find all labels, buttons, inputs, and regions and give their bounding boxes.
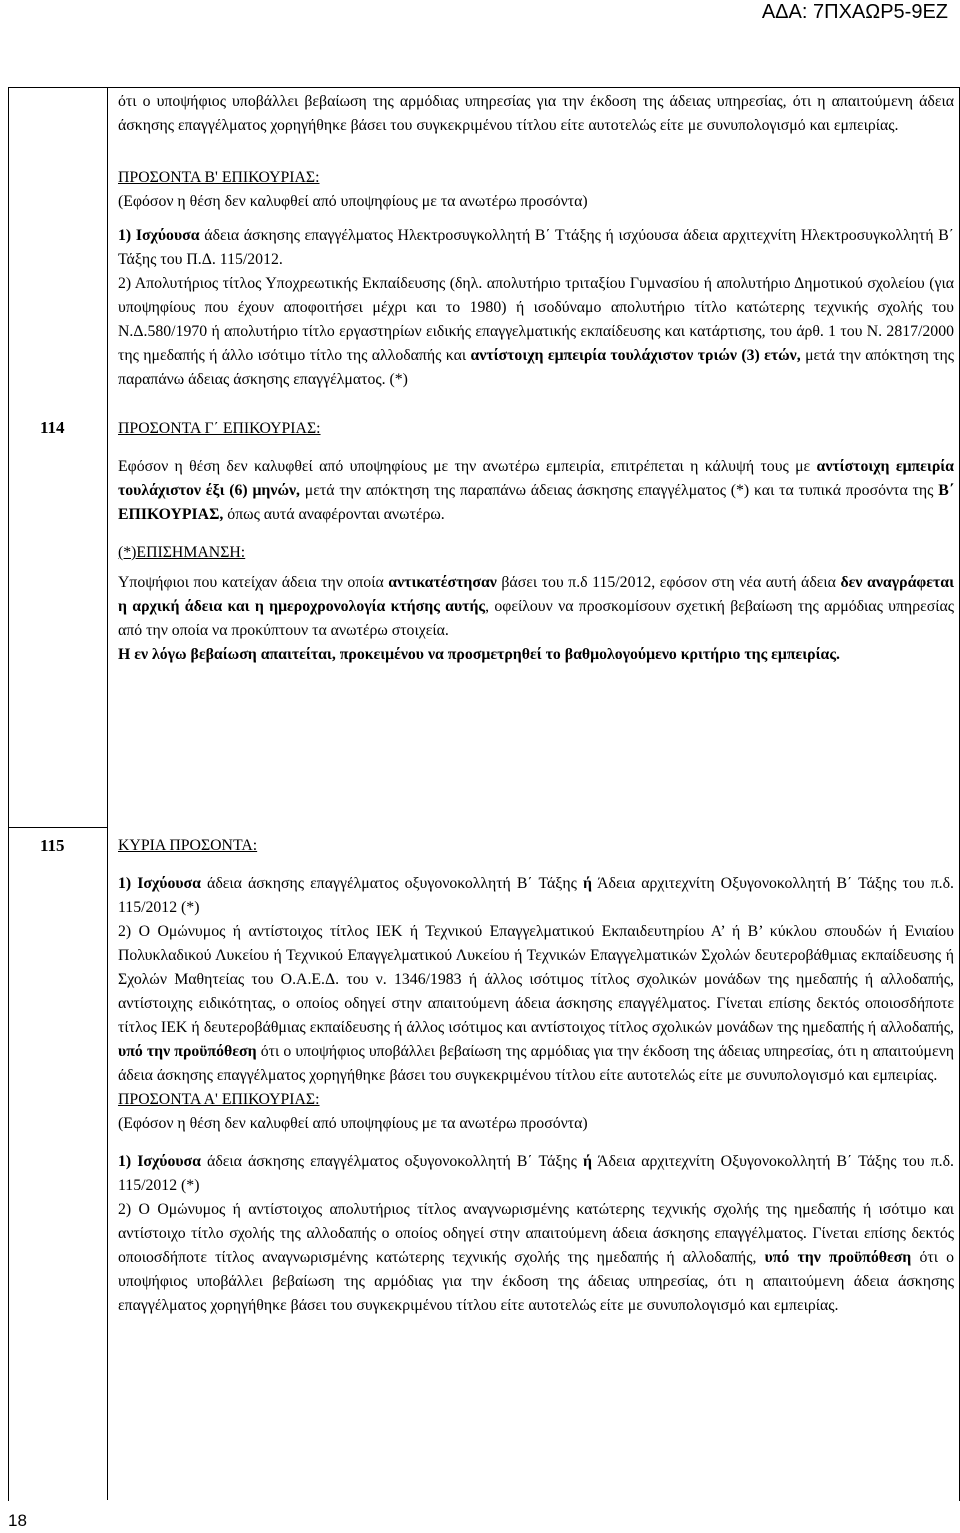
- column-divider: [107, 87, 108, 1500]
- note-text-3: , οφείλουν να προσκομίσουν σχετική βεβαίωση της αρμόδιας υπηρεσίας από την οποία να προκύπτουν τα ανωτέρω στοιχεία.: [118, 598, 955, 639]
- a2-text-2: ότι ο υποψήφιος υποβάλλει βεβαίωση της αρμόδιας για την έκδοση της άδειας υπηρεσίας, ότι η απαιτούμενη άδεια άσκησης επαγγέλματος χορηγήθηκε βάσει του συγκεκριμένου τίτλου είτε αυτοτελώς είτε με συνυπολογισμό και εμπειρίας.: [118, 1249, 955, 1314]
- m2-bold: υπό την προϋπόθεση: [118, 1043, 257, 1060]
- b1-bold: 1) Ισχύουσα: [118, 227, 200, 244]
- note-bold-3: Η εν λόγω βεβαίωση απαιτείται, προκειμένου να προσμετρηθεί το βαθμολογούμενο κριτήριο της εμπειρίας.: [118, 646, 840, 663]
- a1-text-1: άδεια άσκησης επαγγέλματος οξυγονοκολλητή Β΄ Τάξης: [200, 1153, 583, 1170]
- note-bold-1: αντικατέστησαν: [388, 574, 497, 591]
- note-paragraph: [118, 571, 954, 643]
- c-requirement: [118, 455, 954, 527]
- m2-text-2: ότι ο υποψήφιος υποβάλλει βεβαίωση της αρμόδιας για την έκδοση της άδειας υπηρεσίας, ότι η απαιτούμενη άδεια άσκησης επαγγέλματος χορηγήθηκε βάσει του συγκεκριμένου τίτλου είτε αυτοτελώς είτε με συνυπολογισμό και εμπειρίας.: [118, 1043, 954, 1084]
- b2-text-1: 2) Απολυτήριος τίτλος Υποχρεωτικής Εκπαίδευσης (δηλ. απολυτήριο τριταξίου Γυμνασίου ή απολυτήριο Δημοτικού σχολείου (για υποψηφίους που έχουν αποφοιτήσει μέχρι και το 1980) ή ισοδύναμο απολυτήριο τίτλο κατώτερης τεχνικής σχολής του Ν.Δ.580/1970 ή απολυτήριο τίτλο εργαστηρίων ειδικής επαγγελματικής εκπαίδευσης και κατάρτισης, του άρθ. 1 του Ν. 2817/2000 της ημεδαπής ή άλλο ισότιμο τίτλο της αλλοδαπής και: [118, 275, 954, 364]
- row-number-114: 114: [40, 418, 65, 437]
- note-text-1: Υποψήφιοι που κατείχαν άδεια την οποία: [118, 574, 389, 591]
- a1-text-2: Άδεια αρχιτεχνίτη Οξυγονοκολλητή Β΄ Τάξης του π.δ. 115/2012 (*): [118, 1153, 955, 1194]
- row-number-115: 115: [40, 836, 65, 855]
- note-heading: (*)ΕΠΙΣΗΜΑΝΣΗ:: [118, 544, 246, 561]
- main-requirement-1: [118, 872, 954, 920]
- note-bold-2: δεν αναγράφεται η αρχική άδεια και η ημεροχρονολογία κτήσης αυτής: [118, 574, 954, 615]
- b2-text-2: μετά την απόκτηση της παραπάνω άδειας άσκησης επαγγέλματος. (*): [118, 347, 954, 388]
- m1-bold-or: ή: [582, 875, 592, 892]
- a-auxiliary-subtitle: (Εφόσον η θέση δεν καλυφθεί από υποψηφίους με τα ανωτέρω προσόντα): [118, 1115, 588, 1132]
- row-divider: [8, 827, 108, 828]
- a1-bold-or: ή: [582, 1153, 592, 1170]
- ada-code: ΑΔΑ: 7ΠΧΑΩΡ5-9ΕΖ: [761, 1, 948, 23]
- b-auxiliary-heading: ΠΡΟΣΟΝΤΑ Β' ΕΠΙΚΟΥΡΙΑΣ:: [118, 169, 320, 186]
- intro-paragraph: ότι ο υποψήφιος υποβάλλει βεβαίωση της αρμόδιας υπηρεσίας για την έκδοση της άδειας υπηρεσίας, ότι η απαιτούμενη άδεια άσκησης επαγγέλματος χορηγήθηκε βάσει του συγκεκριμένου τίτλου είτε αυτοτελώς είτε με συνυπολογισμό και εμπειρίας.: [118, 93, 954, 134]
- a-requirement-2: [118, 1198, 954, 1318]
- m1-text-2: Άδεια αρχιτεχνίτη Οξυγονοκολλητή Β΄ Τάξης του π.δ. 115/2012 (*): [118, 875, 955, 916]
- row-115-content: [118, 834, 954, 1318]
- m1-bold: 1) Ισχύουσα: [118, 875, 201, 892]
- b2-bold: αντίστοιχη εμπειρία τουλάχιστον τριών (3) ετών,: [470, 347, 801, 364]
- c-auxiliary-heading: ΠΡΟΣΟΝΤΑ Γ΄ ΕΠΙΚΟΥΡΙΑΣ:: [118, 420, 321, 437]
- m1-text-1: άδεια άσκησης επαγγέλματος οξυγονοκολλητή Β΄ Τάξης: [200, 875, 583, 892]
- a2-bold: υπό την προϋπόθεση: [764, 1249, 912, 1266]
- b-requirement-2: [118, 272, 954, 392]
- a1-bold: 1) Ισχύουσα: [118, 1153, 201, 1170]
- note-emphasis: [118, 643, 954, 667]
- b1-text: άδεια άσκησης επαγγέλματος Ηλεκτροσυγκολλητή Β΄ Ττάξης ή ισχύουσα άδεια αρχιτεχνίτη Ηλεκτροσυγκολλητή Β΄ Τάξης του Π.Δ. 115/2012.: [118, 227, 954, 268]
- page-number: 18: [8, 1511, 27, 1530]
- m2-text-1: 2) Ο Ομώνυμος ή αντίστοιχος τίτλος ΙΕΚ ή Τεχνικού Επαγγελματικού Εκπαιδευτηρίου Α’ ή Β’ κύκλου σπουδών ή Ενιαίου Πολυκλαδικού Λυκείου ή Τεχνικού Επαγγελματικού Λυκείου ή Τεχνικών Επαγγελματικών Σχολών δευτεροβάθμιας εκπαίδευσης ή Σχολών Μαθητείας του Ο.Α.Ε.Δ. του ν. 1346/1983 ή άλλος ισότιμος τίτλος σχολικών μονάδων της ημεδαπής ή αλλοδαπής, αντίστοιχης ειδικότητας, ο οποίος οδηγεί στην απαιτούμενη άδεια άσκησης επαγγέλματος. Γίνεται επίσης δεκτός οποιοσδήποτε τίτλος ΙΕΚ ή δευτεροβάθμιας εκπαίδευσης ή άλλος ισότιμος και αντίστοιχος τίτλος σχολικών μονάδων της ημεδαπής ή αλλοδαπής,: [118, 923, 954, 1036]
- b-requirement-1: [118, 224, 954, 272]
- c-bold-1: αντίστοιχη εμπειρία τουλάχιστον έξι (6) μηνών,: [118, 458, 954, 499]
- b-auxiliary-subtitle: (Εφόσον η θέση δεν καλυφθεί από υποψηφίους με τα ανωτέρω προσόντα): [118, 193, 588, 210]
- main-qualifications-heading: ΚΥΡΙΑ ΠΡΟΣΟΝΤΑ:: [118, 837, 258, 854]
- note-text-2: βάσει του π.δ 115/2012, εφόσον στη νέα αυτή άδεια: [496, 574, 841, 591]
- c-text-3: όπως αυτά αναφέρονται ανωτέρω.: [223, 506, 445, 523]
- c-text-2: μετά την απόκτηση της παραπάνω άδειας άσκησης επαγγέλματος (*) και τα τυπικά προσόντα της: [300, 482, 939, 499]
- a-requirement-1: [118, 1150, 954, 1198]
- main-requirement-2: [118, 920, 954, 1088]
- row-114-content: [118, 90, 954, 667]
- c-text-1: Εφόσον η θέση δεν καλυφθεί από υποψηφίους με την ανωτέρω εμπειρία, επιτρέπεται η κάλυψή τους με: [118, 458, 817, 475]
- a-auxiliary-heading: ΠΡΟΣΟΝΤΑ Α' ΕΠΙΚΟΥΡΙΑΣ:: [118, 1091, 320, 1108]
- c-bold-2: Β΄ ΕΠΙΚΟΥΡΙΑΣ,: [118, 482, 954, 523]
- a2-text-1: 2) Ο Ομώνυμος ή αντίστοιχος απολυτήριος τίτλος αναγνωρισμένης κατώτερης τεχνικής σχολής της ημεδαπής ή ισότιμο και αντίστοιχο τίτλο σχολής της αλλοδαπής ο οποίος οδηγεί στην απαιτούμενη άδεια άσκησης επαγγέλματος. Γίνεται επίσης δεκτός οποιοσδήποτε τίτλος αναγνωρισμένης κατώτερης τεχνικής σχολής της ημεδαπής ή αλλοδαπής,: [118, 1201, 954, 1266]
